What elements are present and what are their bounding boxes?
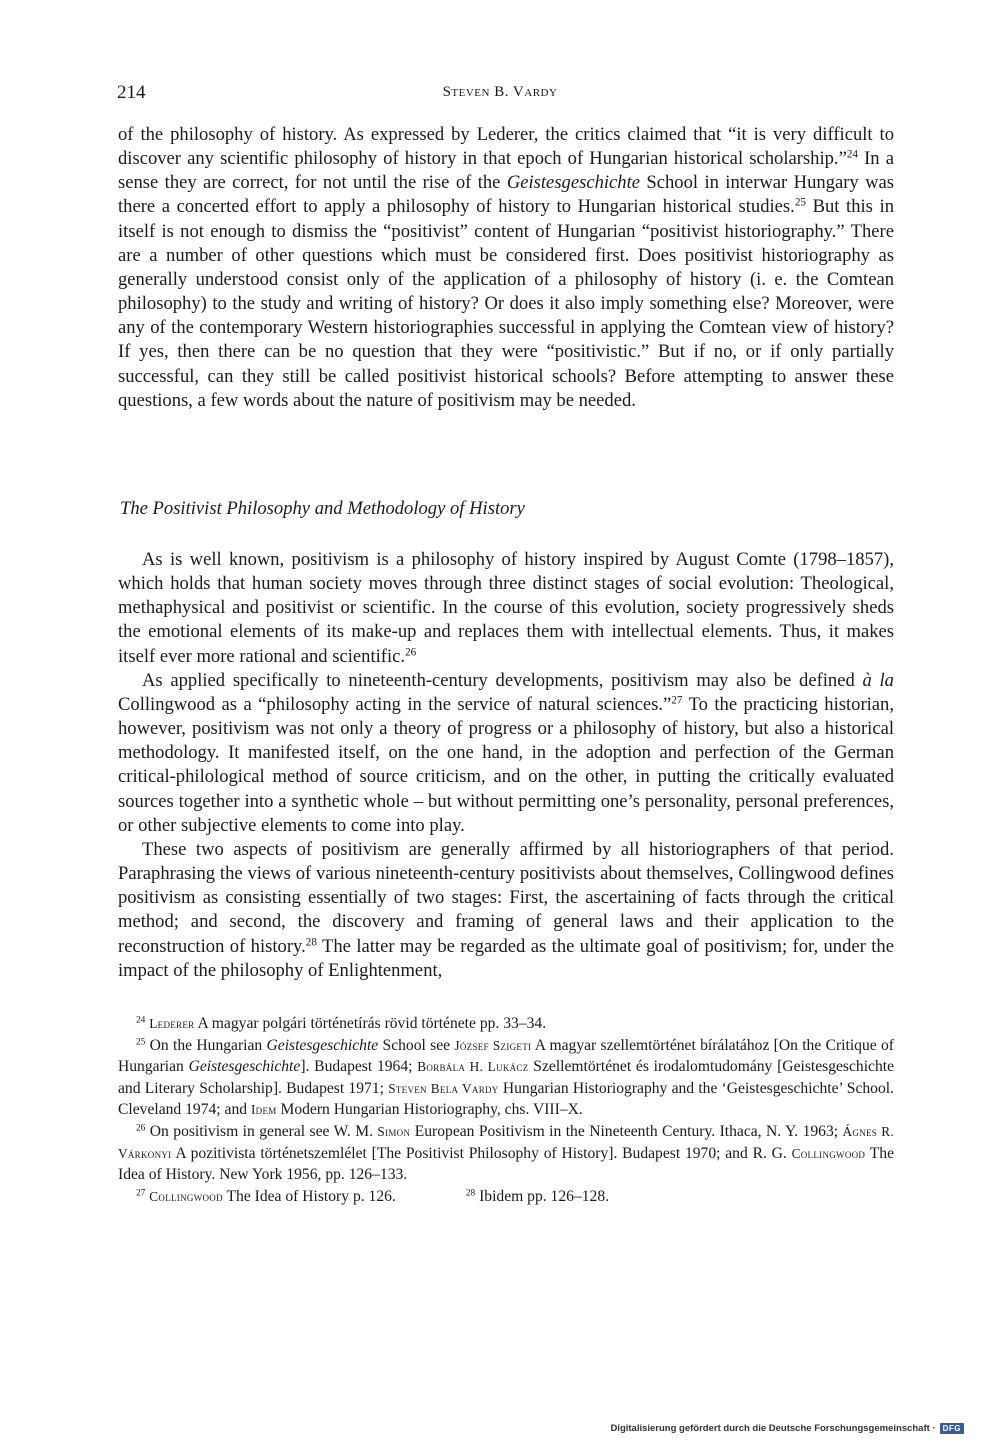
page-number: 214 xyxy=(117,82,146,103)
footnote-26: $^{26}$ On positivism in general see W. M. Simon European Positivism in the Nineteenth Century. Ithaca, N. Y. 1963; Ágnes R. Várkonyi A pozitivista történetszemlélet [The Positivist Philosophy of History]. Budapest 1970; and R. G. Collingwood The Idea of History. New York 1956, pp. 126–133. xyxy=(118,1122,894,1184)
footnote-24: $^{24}$ Lederer A magyar polgári történetírás rövid története pp. 33–34. xyxy=(136,1015,547,1032)
dfg-logo[interactable]: DFG xyxy=(940,1423,964,1434)
footnote-25: $^{25}$ On the Hungarian Geistesgeschichte School see József Szigeti A magyar szellemtörténet bírálatához [On the Critique of Hungarian Geistesgeschichte]. Budapest 1964; Borbála H. Lukácz Szellemtörténet és irodalomtudomány [Geistesgeschichte and Literary Scholarship]. Budapest 1971; Steven Bela Vardy Hungarian Historiography and the ‘Geistesgeschichte’ School. Cleveland 1974; and Idem Modern Hungarian Historiography, chs. VIII–X. xyxy=(118,1036,895,1119)
footnote-ref[interactable]: 25 xyxy=(794,196,806,209)
footnote-ref[interactable]: 26 xyxy=(405,645,417,658)
section-heading: The Positivist Philosophy and Methodology of History xyxy=(120,498,525,519)
footnote-27-28 xyxy=(118,1186,894,1208)
paragraph: of the philosophy of history. As expressed by Lederer, the critics claimed that “it is very difficult to discover any scientific philosophy of history in that epoch of Hungarian historical scholarship.”$^{24}$ In a sense they are correct, for not until the rise of the Geistesgeschichte School in interwar Hungary was there a concerted effort to apply a philosophy of history to Hungarian historical studies.$^{25}$ But this in itself is not enough to dismiss the “positivist” content of Hungarian “positivist historiography.” There are a number of other questions which must be considered first. Does positivist historiography as generally understood consist only of the application of a philosophy of history (i. e. the Comtean philosophy) to the study and writing of history? Or does it also imply something else? Moreover, were any of the contemporary Western historiographies successful in applying the Comtean view of history? If yes, then there can be no question that they were “positivistic.” But if no, or if only partially successful, can they still be called positivist historical schools? Before attempting to answer these questions, a few words about the nature of positivism may be needed. xyxy=(118,124,895,411)
intro-text xyxy=(118,123,894,413)
running-head: Steven B. Vardy xyxy=(442,84,558,100)
footnote-27: $^{27}$ Collingwood The Idea of History p. 126. xyxy=(136,1187,396,1205)
footnote-ref[interactable]: 27 xyxy=(671,694,683,707)
paragraph: As applied specifically to nineteenth-century developments, positivism may also be defined à la Collingwood as a “philosophy acting in the service of natural sciences.”$^{27}$ To the practicing historian, however, positivism was not only a theory of progress or a philosophy of history, but also a historical methodology. It manifested itself, on the one hand, in the adoption and perfection of the German critical-philological method of source criticism, and on the other, in putting the critically evaluated sources together into a synthetic whole – but without permitting one’s personality, personal preferences, or other subjective elements to come into play. xyxy=(118,669,894,836)
footnote-ref[interactable]: 28 xyxy=(305,935,317,948)
paragraph: These two aspects of positivism are generally affirmed by all historiographers of that period. Paraphrasing the views of various nineteenth-century positivists about themselves, Collingwood defines positivism as consisting essentially of two stages: First, the ascertaining of facts through the critical method; and second, the discovery and framing of general laws and their application to the reconstruction of history.$^{28}$ The latter may be regarded as the ultimate goal of positivism; for, under the impact of the philosophy of Enlightenment, xyxy=(118,838,894,981)
credit-text: Digitalisierung gefördert durch die Deutsche Forschungsgemeinschaft · xyxy=(610,1423,936,1434)
paragraph: As is well known, positivism is a philosophy of history inspired by August Comte (1798–1857), which holds that human society moves through three distinct stages of social evolution: Theological, methaphysical and positivist or scientific. In the course of this evolution, society progressively sheds the emotional elements of its make-up and replaces them with intellectual elements. Thus, it makes itself ever more rational and scientific.$^{26}$ xyxy=(118,549,894,667)
section-body xyxy=(118,548,894,983)
footnote-ref[interactable]: 24 xyxy=(846,148,858,161)
footnotes xyxy=(118,1013,894,1207)
digitization-credit xyxy=(610,1423,964,1434)
footnote-28: $^{28}$ Ibidem pp. 126–128. xyxy=(465,1187,610,1205)
